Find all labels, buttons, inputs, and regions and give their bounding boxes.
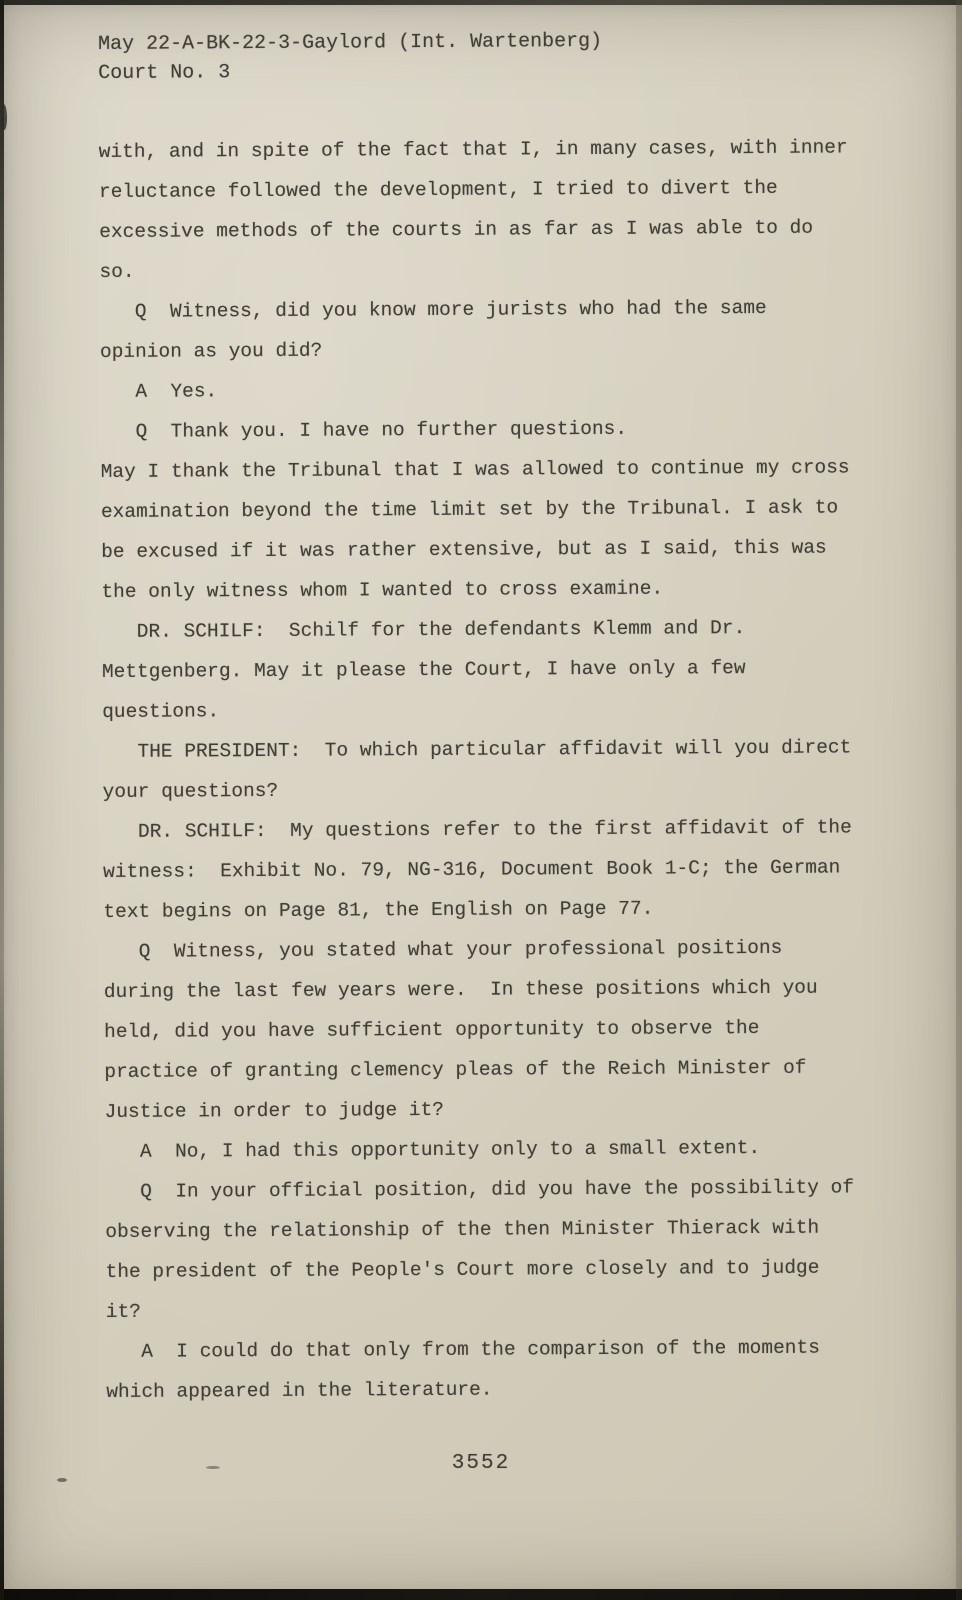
document-header — [98, 25, 858, 88]
document-content — [98, 25, 866, 1412]
paragraph-answer: A No, I had this opportunity only to a small extent. — [139, 1136, 761, 1163]
scan-edge-top — [0, 0, 962, 5]
paragraph-speaker-schilf: DR. SCHILF: Schilf for the defendants Klemm and Dr. Mettgenberg. May it please the Court, I have only a few questions. — [101, 616, 758, 723]
paragraph-question: Q Witness, did you know more jurists who had the same opinion as you did? — [99, 296, 779, 363]
scan-edge-left — [0, 0, 4, 1600]
paragraph: with, and in spite of the fact that I, in many cases, with inner reluctance followed the development, I tried to divert the excessive methods of the courts in as far as I was able to do so. — [98, 136, 860, 283]
scan-artifact — [1, 104, 7, 130]
header-court-line: Court No. 3 — [98, 61, 231, 85]
paragraph-speaker-president: THE PRESIDENT: To which particular affidavit will you direct your questions? — [102, 736, 864, 803]
paragraph-question: Q In your official position, did you have the possibility of observing the relationship of the then Minister Thierack with the president of the People's Court more closely and to judge it? — [105, 1176, 866, 1323]
page-number: 3552 — [451, 1452, 511, 1475]
header-case-line: May 22-A-BK-22-3-Gaylord (Int. Wartenberg) — [98, 29, 603, 56]
paragraph-speaker-schilf: DR. SCHILF: My questions refer to the first affidavit of the witness: Exhibit No. 79, NG-316, Document Book 1-C; the German text begins on Page 81, the English on Page 77. — [103, 816, 864, 923]
scan-edge-bottom — [0, 1589, 962, 1600]
paragraph-question: Q Witness, you stated what your professional positions during the last few years were. In these positions which you held, did you have sufficient opportunity to observe the practice of granting clemency pleas of the Reich Minister of Justice in order to judge it? — [103, 936, 830, 1123]
paragraph-question: Q Thank you. I have no further questions. — [135, 417, 628, 443]
paragraph: May I thank the Tribunal that I was allowed to continue my cross examination beyond the time limit set by the Tribunal. I ask to be excused if it was rather extensive, but as I said, this was the only witness whom I wanted to cross examine. — [100, 456, 862, 603]
scan-edge-right — [956, 0, 962, 1600]
transcript-body — [99, 127, 867, 1412]
scan-artifact — [57, 1478, 67, 1482]
paragraph-answer: A I could do that only from the comparison of the moments which appeared in the literature. — [106, 1336, 832, 1403]
paragraph-answer: A Yes. — [135, 380, 218, 403]
